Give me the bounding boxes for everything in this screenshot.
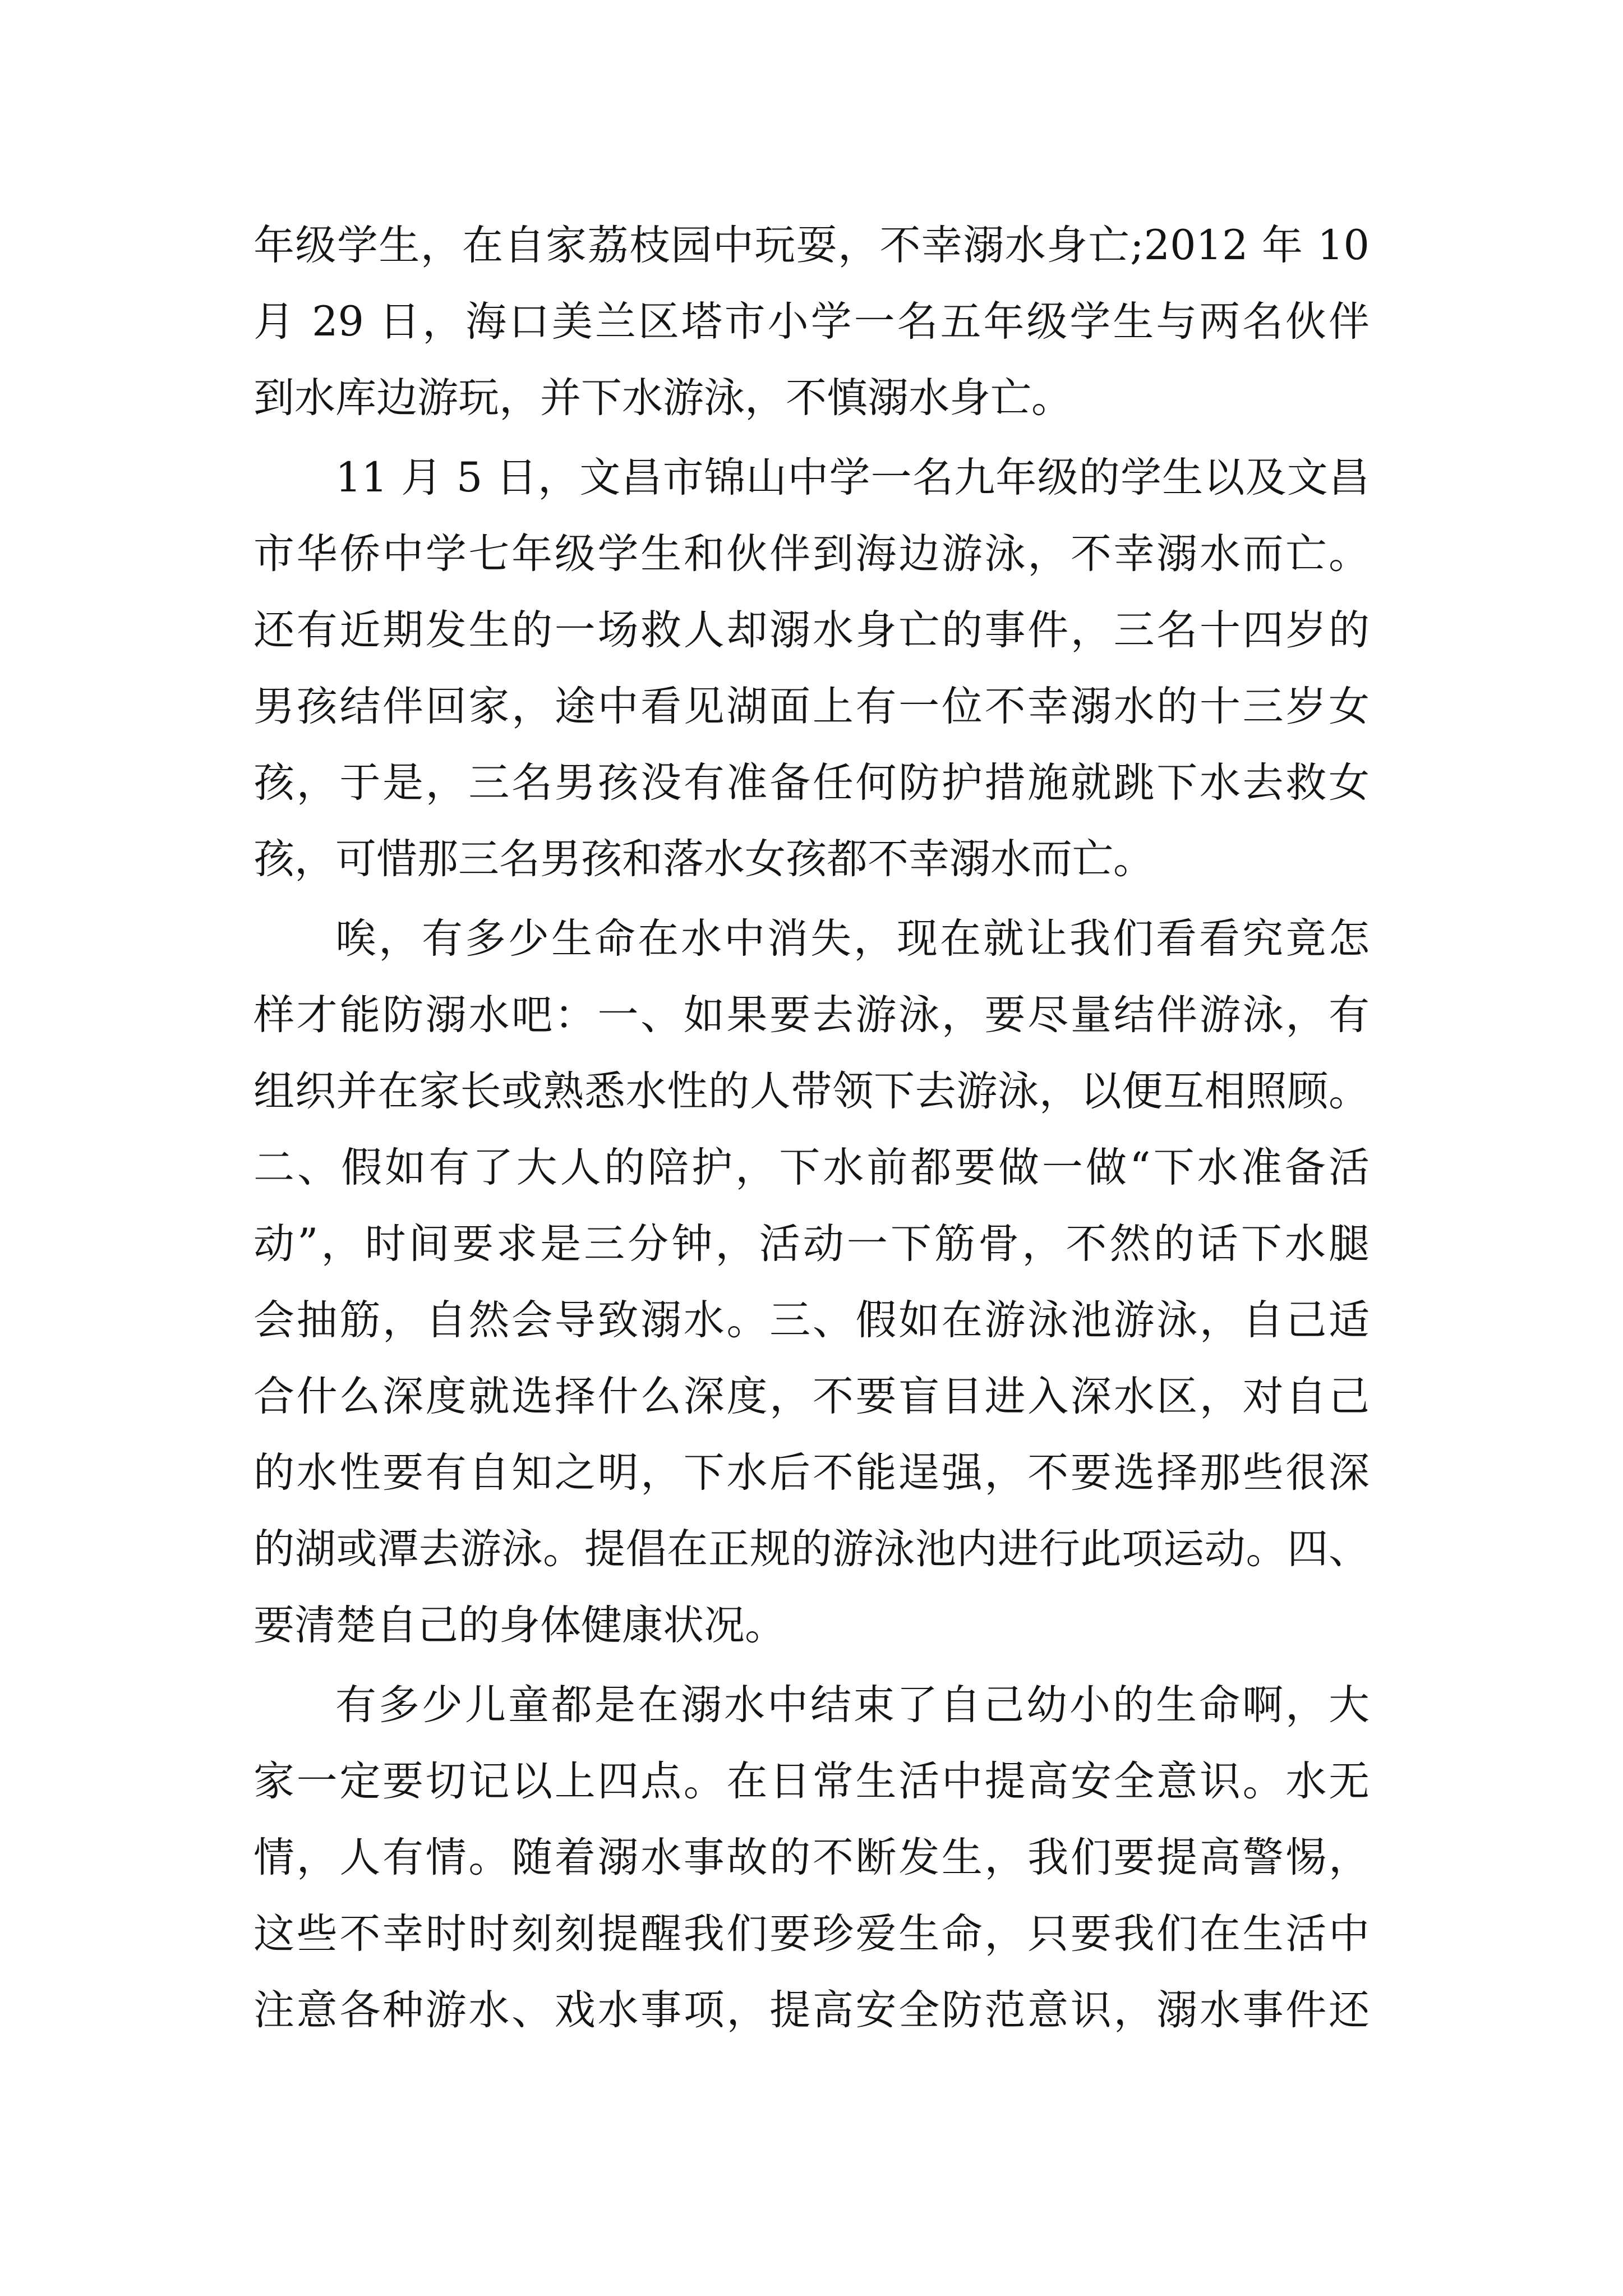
text-line: 男孩结伴回家，途中看见湖面上有一位不幸溺水的十三岁女 (253, 683, 1370, 730)
text-line: 有多少儿童都是在溺水中结束了自己幼小的生命啊，大 (335, 1681, 1370, 1729)
text-line: 的湖或潭去游泳。提倡在正规的游泳池内进行此项运动。四、 (253, 1525, 1370, 1573)
text-line: 样才能防溺水吧：一、如果要去游泳，要尽量结伴游泳，有 (253, 991, 1370, 1039)
paragraph-1 (253, 208, 1370, 436)
text-line: 会抽筋，自然会导致溺水。三、假如在游泳池游泳，自己适 (253, 1296, 1370, 1344)
text-line: 家一定要切记以上四点。在日常生活中提高安全意识。水无 (253, 1757, 1370, 1805)
text-line: 的水性要有自知之明，下水后不能逞强，不要选择那些很深 (253, 1449, 1370, 1497)
text-line: 市华侨中学七年级学生和伙伴到海边游泳，不幸溺水而亡。 (253, 530, 1370, 578)
text-line: 孩，于是，三名男孩没有准备任何防护措施就跳下水去救女 (253, 759, 1370, 807)
document-body (253, 208, 1370, 2049)
paragraph-4 (253, 1667, 1370, 2049)
text-line: 还有近期发生的一场救人却溺水身亡的事件，三名十四岁的 (253, 606, 1370, 654)
text-line: 动”，时间要求是三分钟，活动一下筋骨，不然的话下水腿 (253, 1220, 1370, 1268)
paragraph-3 (253, 901, 1370, 1664)
text-line: 要清楚自己的身体健康状况。 (253, 1602, 786, 1649)
text-line: 11 月 5 日，文昌市锦山中学一名九年级的学生以及文昌 (335, 454, 1370, 501)
text-line: 到水库边游玩，并下水游泳，不慎溺水身亡。 (253, 374, 1072, 422)
paragraph-2 (253, 440, 1370, 898)
text-line: 组织并在家长或熟悉水性的人带领下去游泳，以便互相照顾。 (253, 1068, 1370, 1115)
text-line: 这些不幸时时刻刻提醒我们要珍爱生命，只要我们在生活中 (253, 1910, 1370, 1958)
text-line: 孩，可惜那三名男孩和落水女孩都不幸溺水而亡。 (253, 835, 1154, 883)
text-line: 情，人有情。随着溺水事故的不断发生，我们要提高警惕， (253, 1834, 1370, 1881)
text-line: 唉，有多少生命在水中消失，现在就让我们看看究竟怎 (335, 915, 1370, 963)
text-line: 合什么深度就选择什么深度，不要盲目进入深水区，对自己 (253, 1373, 1370, 1420)
text-line: 月 29 日，海口美兰区塔市小学一名五年级学生与两名伙伴 (253, 298, 1370, 346)
text-line: 年级学生，在自家荔枝园中玩耍，不幸溺水身亡;2012 年 10 (253, 222, 1370, 269)
text-line: 二、假如有了大人的陪护，下水前都要做一做“下水准备活 (253, 1144, 1370, 1191)
text-line: 注意各种游水、戏水事项，提高安全防范意识，溺水事件还 (253, 1986, 1370, 2034)
